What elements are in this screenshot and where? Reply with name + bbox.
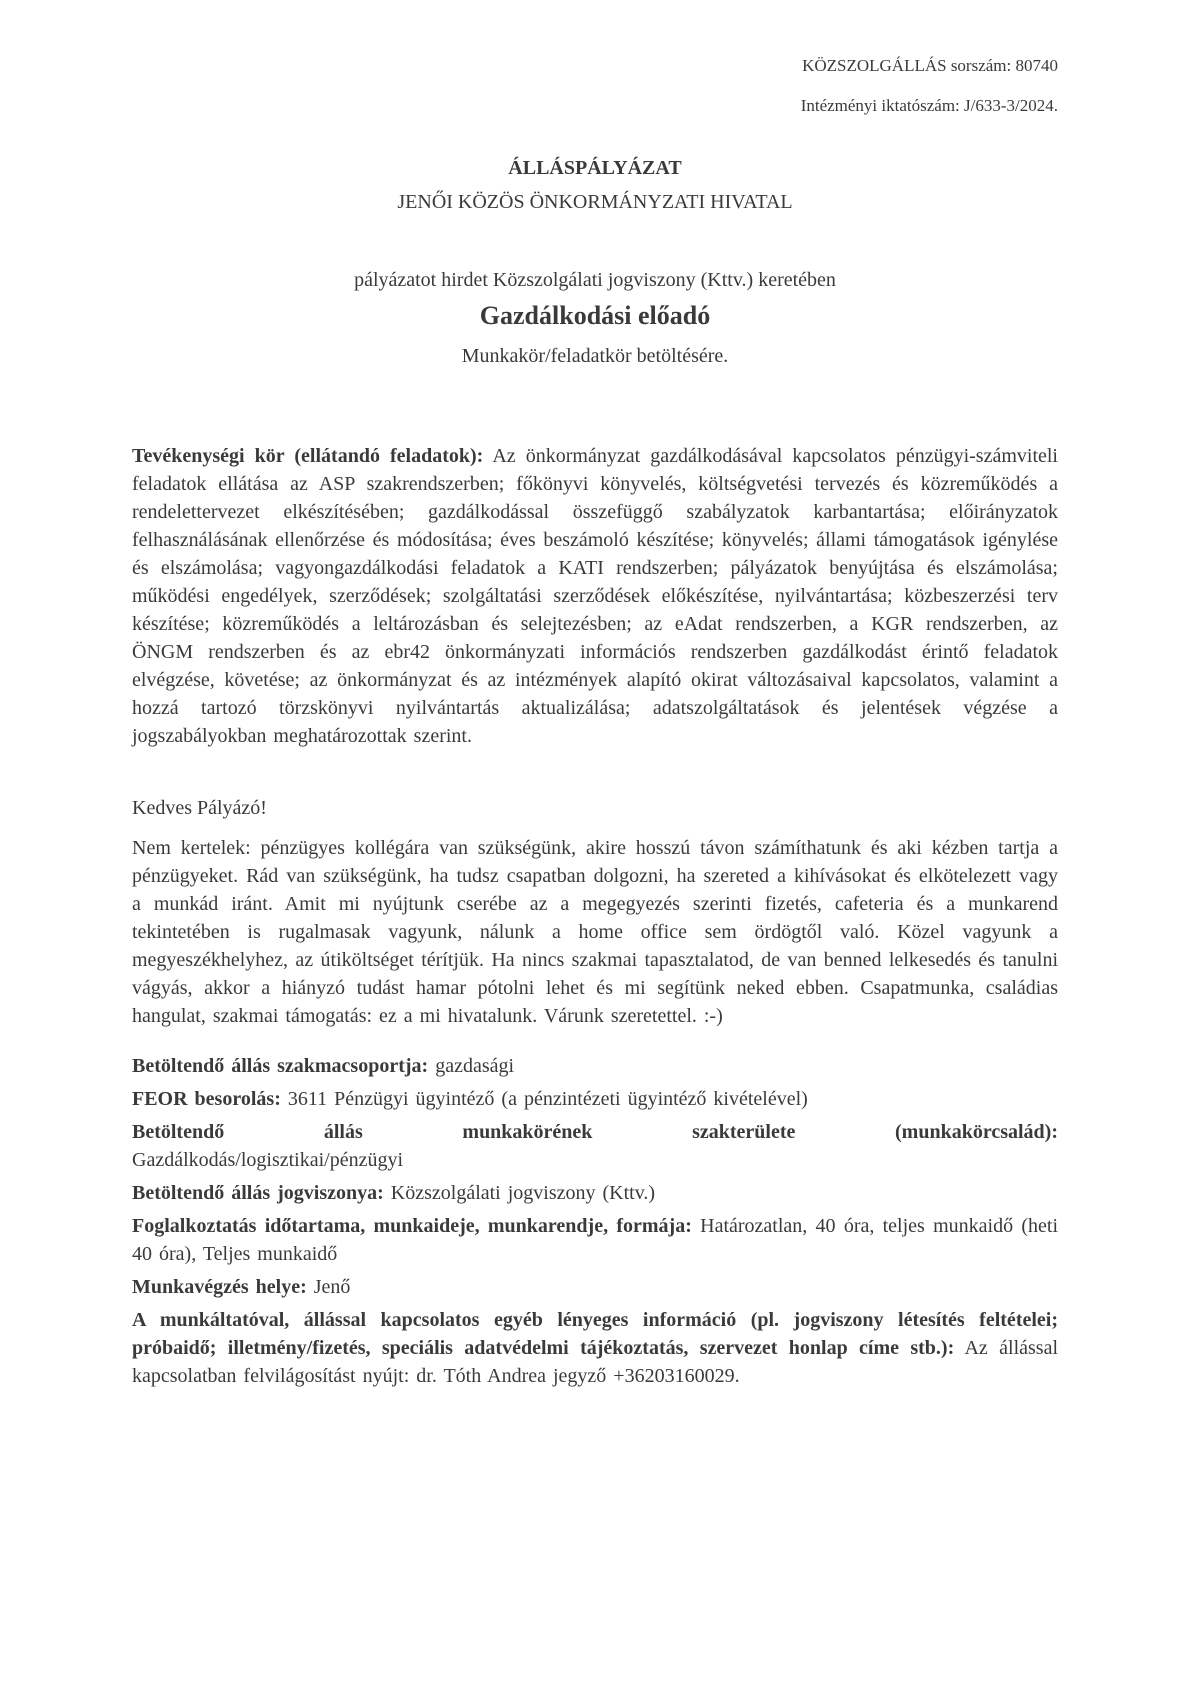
fields-list <box>132 1052 1058 1390</box>
position-subtitle: Munkakör/feladatkör betöltésére. <box>461 345 729 367</box>
field-label: Foglalkoztatás időtartama, munkaideje, munkarendje, formája: <box>132 1215 692 1237</box>
field-value: Az állással kapcsolatban felvilágosítást nyújt: dr. Tóth Andrea jegyző +36203160029. <box>132 1337 1059 1387</box>
registry-number: Intézményi iktatószám: J/633-3/2024. <box>800 96 1058 115</box>
field-row-foglalkoztatas <box>132 1212 1058 1268</box>
intro-paragraph: Nem kertelek: pénzügyes kollégára van szükségünk, akire hosszú távon számíthatunk és aki kézben tartja a pénzügyeket. Rád van szükségünk, ha tudsz csapatban dolgozni, ha szereted a kihívásokat és elkötelezett vagy a munkád iránt. Amit mi nyújtunk cserébe az a megegyezés szerinti fizetés, cafeteria és a munkarend tekintetében is rugalmasak vagyunk, nálunk a home office sem ördögtől való. Közel vagyunk a megyeszékhelyhez, az útiköltséget térítjük. Ha nincs szakmai tapasztalatod, de van benned lelkesedés és tanulni vágyás, akkor a hiányzó tudást hamar pótolni lehet és mi segítünk neked ebben. Csapatmunka, családias hangulat, szakmai támogatás: ez a mi hivatalunk. Várunk szeretettel. :-) <box>132 837 1058 1027</box>
field-label: Betöltendő állás jogviszonya: <box>132 1182 384 1204</box>
organization-name: JENŐI KÖZÖS ÖNKORMÁNYZATI HIVATAL <box>397 191 793 213</box>
duties-text: Az önkormányzat gazdálkodásával kapcsolatos pénzügyi-számviteli feladatok ellátása az ASP szakrendszerben; főkönyvi könyvelés, költségvetési tervezés és közreműködés a rendelettervezet elkészítésében; gazdálkodással összefüggő szabályzatok karbantartása; előirányzatok felhasználásának ellenőrzése és módosítása; éves beszámoló készítése; könyvelés; állami támogatások igénylése és elszámolása; vagyongazdálkodási feladatok a KATI rendszerben; pályázatok benyújtása és elszámolása; működési engedélyek, szerződések; szolgáltatási szerződések előkészítése, nyilvántartása; közbeszerzési terv készítése; közreműködés a leltározásban és selejtezésben; az eAdat rendszerben, a KGR rendszerben, az ÖNGM rendszerben és az ebr42 önkormányzati információs rendszerben gazdálkodást érintő feladatok elvégzése, követése; az önkormányzat és az intézmények alapító okirat változásaival kapcsolatos, valamint a hozzá tartozó törzskönyvi nyilvántartás aktualizálása; adatszolgáltatások és jelentések végzése a jogszabályokban meghatározottak szerint. <box>132 445 1058 747</box>
greeting: Kedves Pályázó! <box>132 797 267 819</box>
document-header <box>132 56 1058 116</box>
field-value: Közszolgálati jogviszony (Kttv.) <box>390 1182 656 1204</box>
field-row-jogviszony <box>132 1179 1058 1207</box>
field-value: Határozatlan, 40 óra, teljes munkaidő (heti 40 óra), Teljes munkaidő <box>132 1215 1058 1265</box>
field-row-feor <box>132 1085 1058 1113</box>
field-label: A munkáltatóval, állással kapcsolatos egyéb lényeges információ (pl. jogviszony létesítés feltételei; próbaidő; illetmény/fizetés, speciális adatvédelmi tájékoztatás, szervezet honlap címe stb.): <box>132 1309 1058 1359</box>
field-value: Gazdálkodás/logisztikai/pénzügyi <box>132 1149 404 1171</box>
title-block <box>132 154 1058 370</box>
field-label: FEOR besorolás: <box>132 1088 281 1110</box>
field-value: Jenő <box>313 1276 351 1298</box>
field-label: Betöltendő állás munkakörének szakterülete (munkakörcsalád): <box>132 1121 1058 1143</box>
field-value: 3611 Pénzügyi ügyintéző (a pénzintézeti ügyintéző kivételével) <box>287 1088 808 1110</box>
duties-label: Tevékenységi kör (ellátandó feladatok): <box>132 445 484 467</box>
document-title: ÁLLÁSPÁLYÁZAT <box>508 157 682 179</box>
serial-number: KÖZSZOLGÁLLÁS sorszám: 80740 <box>802 56 1058 75</box>
field-label: Munkavégzés helye: <box>132 1276 307 1298</box>
field-value: gazdasági <box>435 1055 515 1077</box>
field-row-egyeb-informacio <box>132 1306 1058 1390</box>
field-row-szakmacsoport <box>132 1052 1058 1080</box>
announcement-line: pályázatot hirdet Közszolgálati jogviszony (Kttv.) keretében <box>354 269 836 291</box>
field-label: Betöltendő állás szakmacsoportja: <box>132 1055 429 1077</box>
field-row-munkavegzes-helye <box>132 1273 1058 1301</box>
position-title: Gazdálkodási előadó <box>479 301 711 330</box>
duties-paragraph <box>132 442 1058 750</box>
field-row-szakterulet <box>132 1118 1058 1174</box>
